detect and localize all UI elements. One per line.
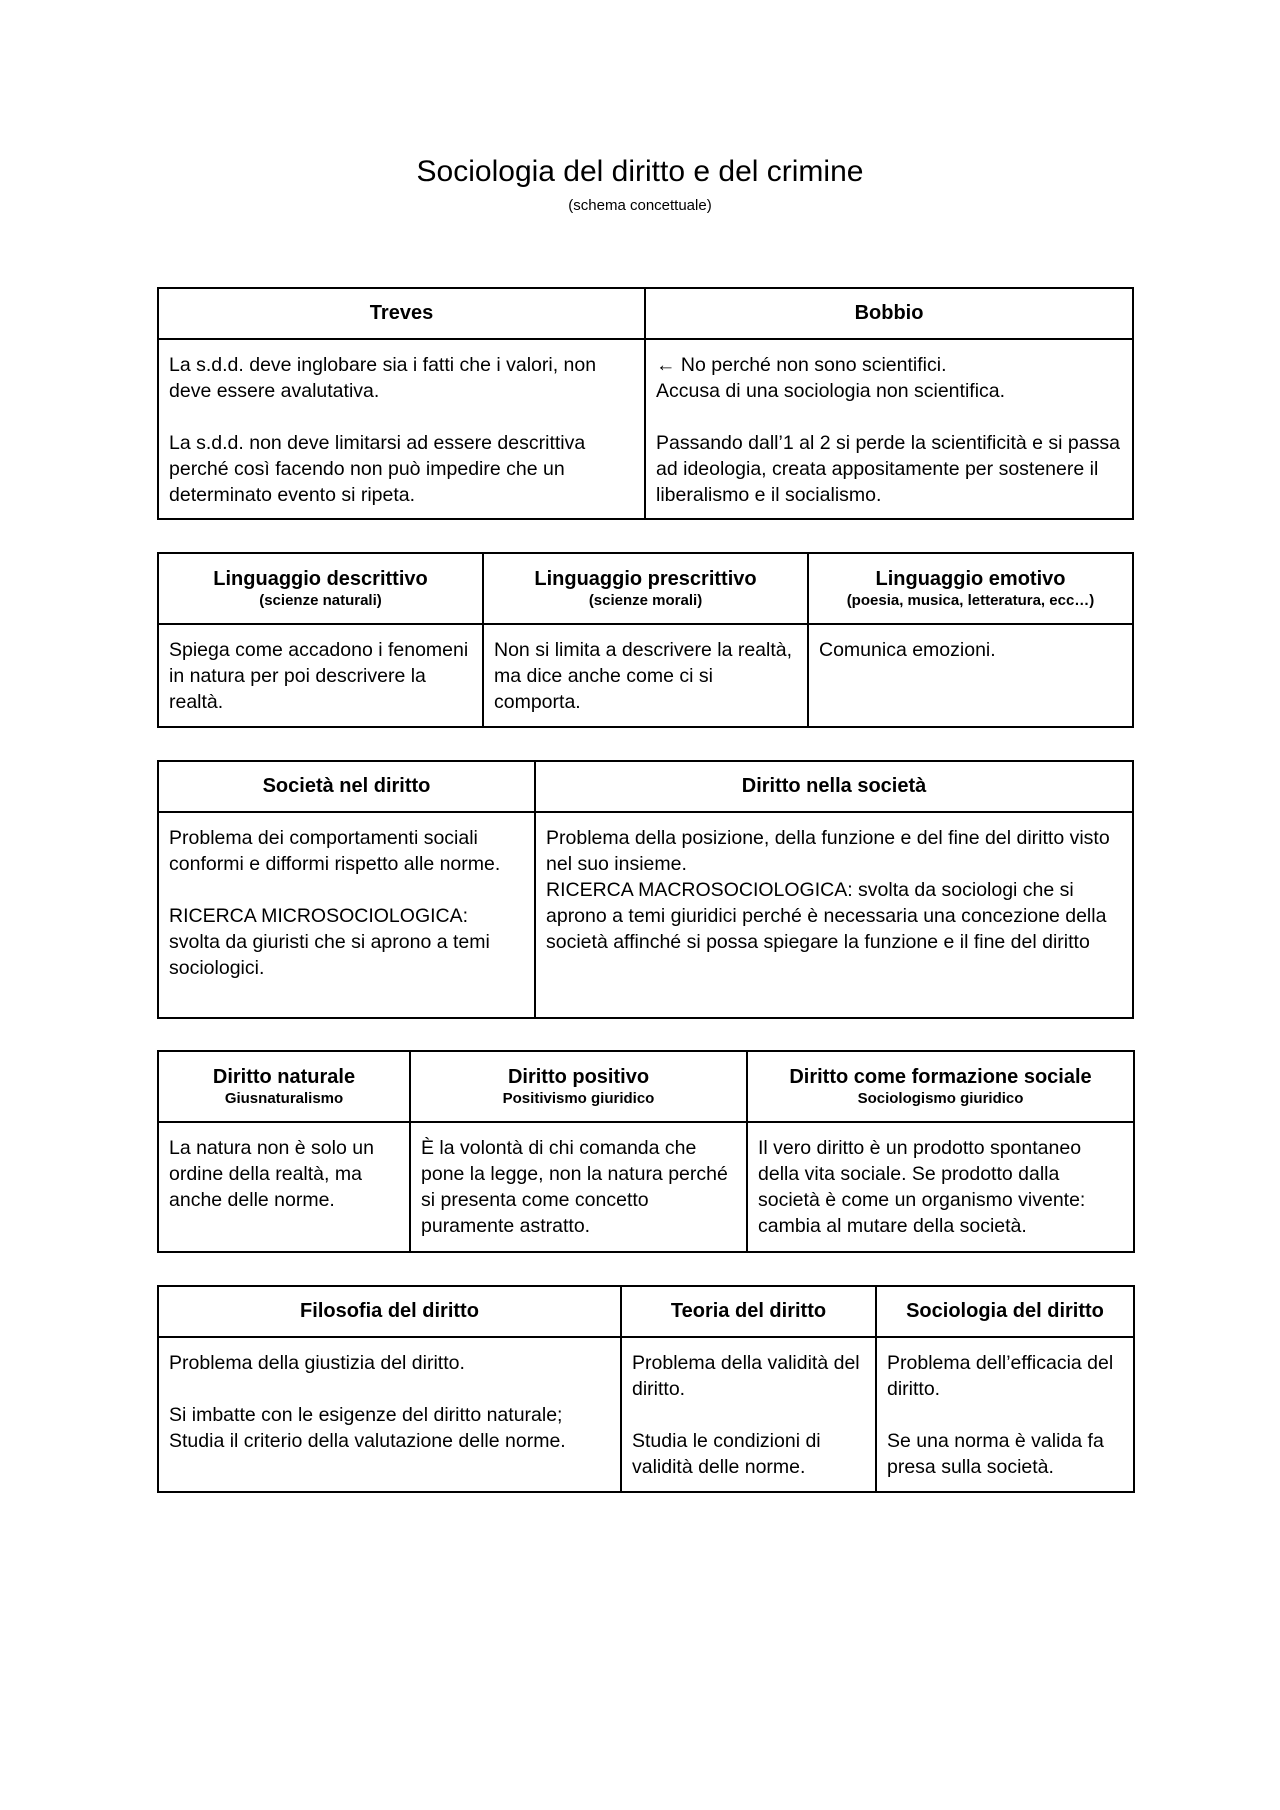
header-sociologia-del-diritto: Sociologia del diritto <box>876 1286 1134 1337</box>
bobbio-cell <box>645 339 1133 519</box>
sociologia-cell <box>876 1337 1134 1492</box>
header-title: Diritto come formazione sociale <box>789 1065 1092 1088</box>
page-subtitle: (schema concettuale) <box>568 197 712 214</box>
societa-nel-diritto-cell <box>158 812 535 1018</box>
header-subtitle: (scienze morali) <box>588 591 703 609</box>
header-title: Diritto positivo <box>507 1065 650 1088</box>
header-linguaggio-prescrittivo <box>483 553 808 624</box>
discipline-table <box>157 1285 1135 1493</box>
header-title: Linguaggio prescrittivo <box>534 567 757 590</box>
cell-line: Studia il criterio della valutazione delle norme. <box>169 1430 566 1452</box>
linguaggi-table <box>157 552 1134 728</box>
header-subtitle: Giusnaturalismo <box>224 1089 344 1107</box>
header-societa-nel-diritto: Società nel diritto <box>158 761 535 812</box>
societa-diritto-table <box>157 760 1134 1019</box>
header-filosofia-del-diritto: Filosofia del diritto <box>158 1286 621 1337</box>
diritto-formazione-sociale-cell: Il vero diritto è un prodotto spontaneo della vita sociale. Se prodotto dalla società è come un organismo vivente: cambia al mutare della società. <box>747 1122 1134 1252</box>
header-teoria-del-diritto: Teoria del diritto <box>621 1286 876 1337</box>
teoria-cell <box>621 1337 876 1492</box>
prescrittivo-cell: Non si limita a descrivere la realtà, ma dice anche come ci si comporta. <box>483 624 808 727</box>
header-subtitle: Sociologismo giuridico <box>857 1089 1024 1107</box>
header-subtitle: Positivismo giuridico <box>502 1089 655 1107</box>
bobbio-line: Accusa di una sociologia non scientifica. <box>656 380 1006 402</box>
header-subtitle: (scienze naturali) <box>259 591 382 609</box>
header-title: Linguaggio descrittivo <box>213 567 428 590</box>
header-diritto-positivo <box>410 1051 747 1122</box>
header-treves: Treves <box>158 288 645 339</box>
cell-paragraph: RICERCA MACROSOCIOLOGICA: svolta da sociologi che si aprono a temi giuridici perché è necessaria una concezione della società affinché si possa spiegare la funzione e il fine del diritto <box>546 879 1107 953</box>
header-linguaggio-emotivo <box>808 553 1133 624</box>
header-title: Diritto naturale <box>212 1065 356 1088</box>
header-bobbio: Bobbio <box>645 288 1133 339</box>
emotivo-cell: Comunica emozioni. <box>808 624 1133 727</box>
cell-paragraph: Problema dell’efficacia del diritto. <box>887 1352 1114 1400</box>
cell-paragraph: Problema della posizione, della funzione e del fine del diritto visto nel suo insieme. <box>546 827 1110 875</box>
treves-bobbio-table <box>157 287 1134 520</box>
bobbio-line: ← No perché non sono scientifici. <box>656 354 947 376</box>
cell-paragraph: Se una norma è valida fa presa sulla società. <box>887 1430 1104 1478</box>
cell-paragraph: RICERCA MICROSOCIOLOGICA: svolta da giuristi che si aprono a temi sociologici. <box>169 905 490 979</box>
cell-paragraph: Problema dei comportamenti sociali conformi e difformi rispetto alle norme. <box>169 827 501 875</box>
page-title: Sociologia del diritto e del crimine <box>416 155 864 188</box>
descrittivo-cell: Spiega come accadono i fenomeni in natura per poi descrivere la realtà. <box>158 624 483 727</box>
cell-line: Si imbatte con le esigenze del diritto naturale; <box>169 1404 563 1426</box>
bobbio-paragraph: Passando dall’1 al 2 si perde la scientificità e si passa ad ideologia, creata appositamente per sostenere il liberalismo e il socialismo. <box>656 432 1120 506</box>
header-diritto-naturale <box>158 1051 410 1122</box>
cell-paragraph: Problema della giustizia del diritto. <box>169 1352 465 1374</box>
header-subtitle: (poesia, musica, letteratura, ecc…) <box>846 591 1095 609</box>
cell-paragraph: Problema della validità del diritto. <box>632 1352 860 1400</box>
treves-paragraph: La s.d.d. deve inglobare sia i fatti che i valori, non deve essere avalutativa. <box>169 354 597 402</box>
treves-cell <box>158 339 645 519</box>
treves-paragraph: La s.d.d. non deve limitarsi ad essere descrittiva perché così facendo non può impedire che un determinato evento si ripeta. <box>169 432 586 506</box>
header-diritto-formazione-sociale <box>747 1051 1134 1122</box>
header-title: Linguaggio emotivo <box>875 567 1066 590</box>
cell-paragraph: Studia le condizioni di validità delle norme. <box>632 1430 821 1478</box>
diritto-naturale-cell: La natura non è solo un ordine della realtà, ma anche delle norme. <box>158 1122 410 1252</box>
diritto-table <box>157 1050 1135 1253</box>
diritto-positivo-cell: È la volontà di chi comanda che pone la legge, non la natura perché si presenta come concetto puramente astratto. <box>410 1122 747 1252</box>
header-linguaggio-descrittivo <box>158 553 483 624</box>
filosofia-cell <box>158 1337 621 1492</box>
header-diritto-nella-societa: Diritto nella società <box>535 761 1133 812</box>
diritto-nella-societa-cell <box>535 812 1133 1018</box>
